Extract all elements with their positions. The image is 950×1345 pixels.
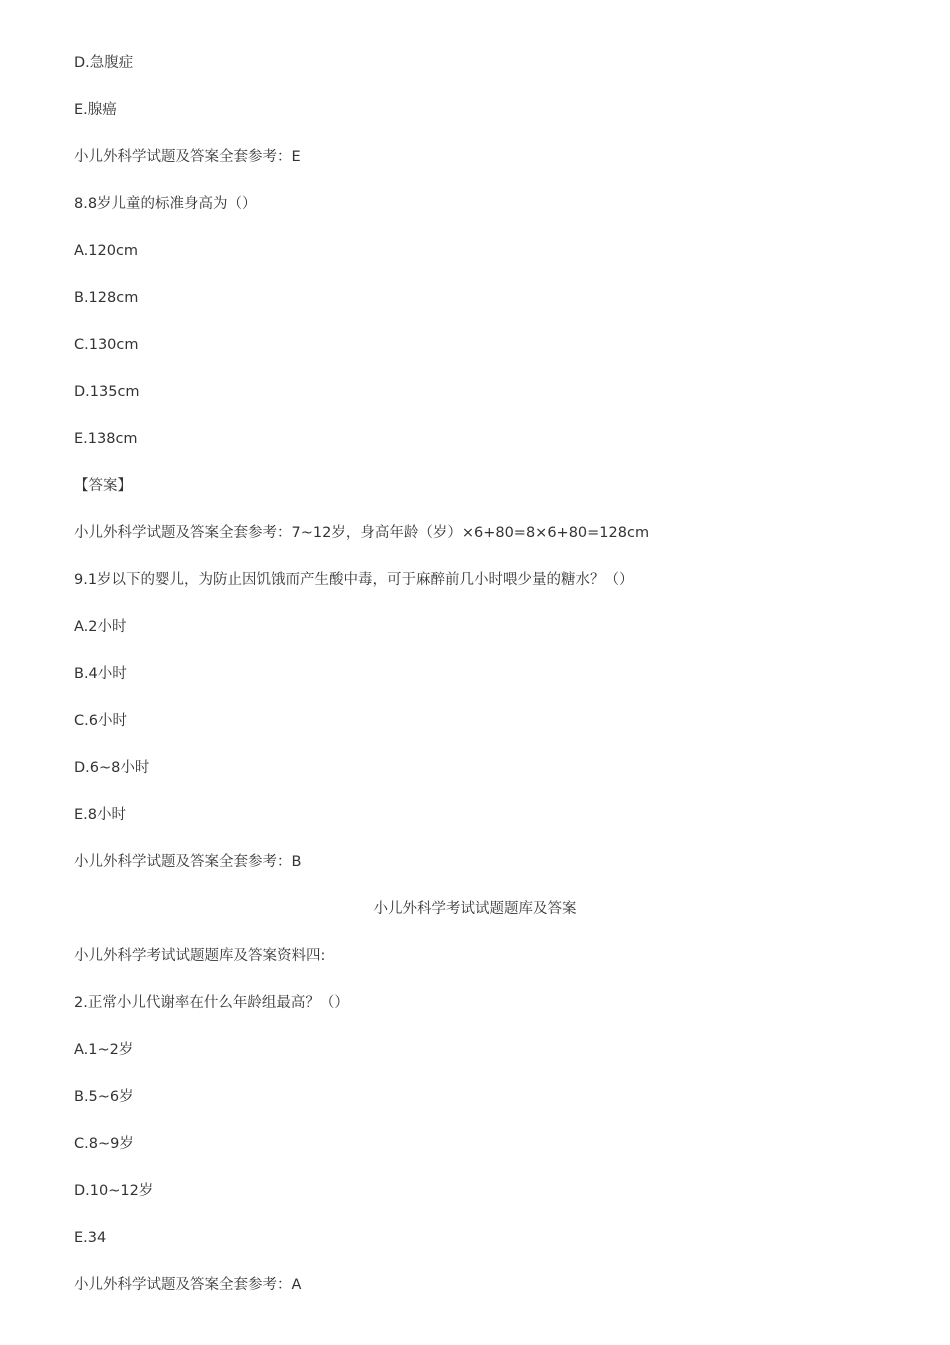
section-title: 小儿外科学考试试题题库及答案 <box>373 901 577 917</box>
question-8: 8.8岁儿童的标准身高为（） <box>74 196 257 212</box>
option-e-adenocarcinoma: E.腺癌 <box>74 102 117 118</box>
q8-option-a: A.120cm <box>74 243 139 259</box>
answer-heading: 【答案】 <box>74 478 132 494</box>
answer-line: 小儿外科学试题及答案全套参考：E <box>74 149 301 165</box>
q8-answer-explanation: 小儿外科学试题及答案全套参考：7~12岁，身高年龄（岁）×6+80=8×6+80=128cm <box>74 525 650 541</box>
q9-option-c: C.6小时 <box>74 713 127 729</box>
q8-option-e: E.138cm <box>74 431 138 447</box>
option-d-acute-abdomen: D.急腹症 <box>74 55 134 71</box>
q2-answer: 小儿外科学试题及答案全套参考：A <box>74 1277 302 1293</box>
q2-option-b: B.5~6岁 <box>74 1089 134 1105</box>
q9-option-d: D.6~8小时 <box>74 760 150 776</box>
q2-option-d: D.10~12岁 <box>74 1183 154 1199</box>
question-9: 9.1岁以下的婴儿，为防止因饥饿而产生酸中毒，可于麻醉前几小时喂少量的糖水？（） <box>74 572 634 588</box>
q8-option-b: B.128cm <box>74 290 139 306</box>
q8-option-c: C.130cm <box>74 337 139 353</box>
document-body <box>74 53 876 1322</box>
q2-option-a: A.1~2岁 <box>74 1042 134 1058</box>
section-subtitle: 小儿外科学考试试题题库及答案资料四: <box>74 948 326 964</box>
q9-option-e: E.8小时 <box>74 807 126 823</box>
q9-answer: 小儿外科学试题及答案全套参考：B <box>74 854 302 870</box>
question-2: 2.正常小儿代谢率在什么年龄组最高？（） <box>74 995 349 1011</box>
q8-option-d: D.135cm <box>74 384 140 400</box>
q9-option-a: A.2小时 <box>74 619 127 635</box>
q2-option-e: E.34 <box>74 1230 107 1246</box>
q2-option-c: C.8~9岁 <box>74 1136 134 1152</box>
q9-option-b: B.4小时 <box>74 666 127 682</box>
